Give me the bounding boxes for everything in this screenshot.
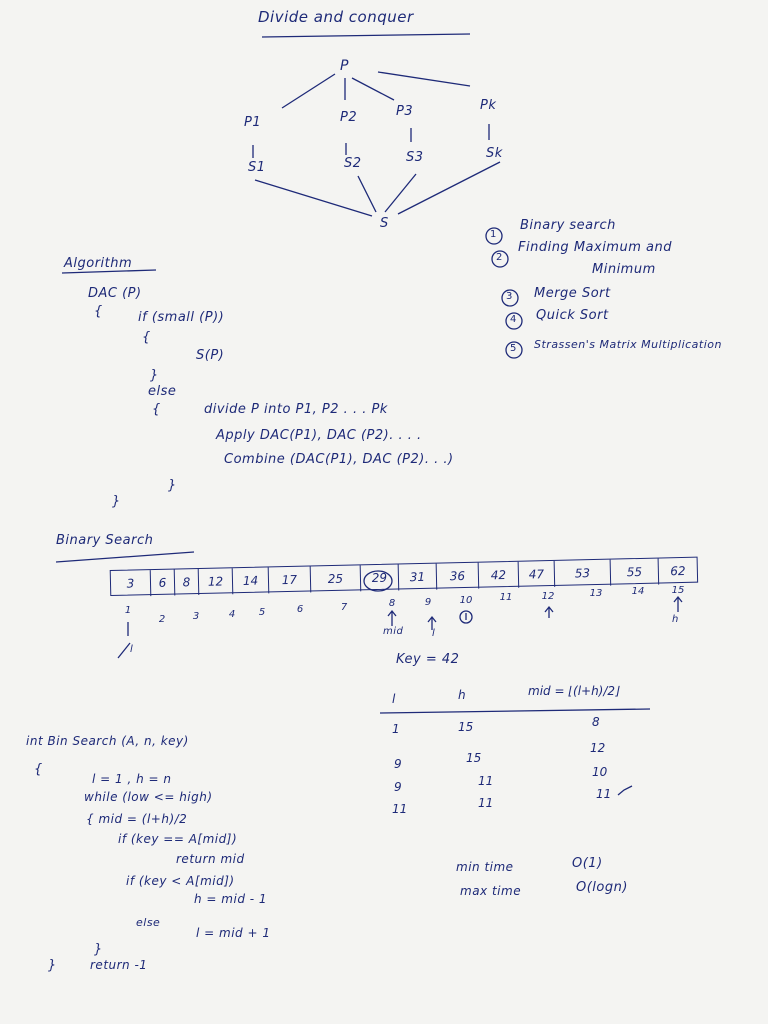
table-header-mid: mid = ⌊(l+h)/2⌋ (528, 684, 620, 698)
code-line-7: return mid (176, 852, 245, 866)
array-index: 10 (459, 595, 473, 606)
code-line-6: if (key == A[mid]) (118, 832, 238, 846)
algo-line-10: Apply DAC(P1), DAC (P2). . . . (216, 428, 422, 443)
algo-line-3: if (small (P)) (138, 310, 225, 325)
array-cell: 53 (555, 560, 612, 587)
algo-line-5: S(P) (196, 348, 225, 363)
pointer-l: l (130, 644, 134, 655)
tree-sol-2: S2 (344, 156, 362, 171)
code-line-4: while (low <= high) (84, 790, 213, 804)
app-item-4: Quick Sort (536, 308, 609, 323)
algo-line-4: { (142, 330, 151, 345)
array-index: 15 (671, 585, 685, 596)
table-cell: 9 (394, 757, 402, 771)
table-cell: 1 (392, 722, 400, 736)
table-cell: 15 (458, 720, 474, 734)
code-line-12: } (94, 942, 103, 957)
code-line-2: { (34, 762, 43, 777)
array-index: 4 (228, 609, 236, 620)
algo-line-12: } (168, 478, 177, 493)
code-line-3: l = 1 , h = n (92, 772, 172, 786)
code-line-11: l = mid + 1 (196, 926, 271, 940)
algo-line-13: } (112, 494, 121, 509)
array-index: 14 (631, 586, 645, 597)
table-header-l: l (392, 692, 396, 706)
app-num-3: 3 (506, 291, 513, 302)
table-cell: 11 (596, 787, 612, 801)
pointer-mid: mid (383, 626, 404, 637)
code-line-9: h = mid - 1 (194, 892, 268, 906)
app-num-4: 4 (510, 314, 517, 325)
array-index: 1 (124, 605, 132, 616)
pointer-h: h (672, 614, 679, 625)
table-cell: 11 (478, 774, 494, 788)
array-index: 2 (158, 614, 166, 625)
page-title: Divide and conquer (258, 8, 414, 26)
tree-root: P (340, 58, 349, 74)
array-index: 3 (192, 611, 200, 622)
binary-search-heading: Binary Search (56, 533, 154, 548)
max-time-value: O(logn) (576, 880, 628, 895)
code-line-1: int Bin Search (A, n, key) (26, 734, 189, 748)
array-cell: 42 (479, 562, 520, 589)
array-index: 12 (541, 591, 555, 602)
code-line-5: { mid = (l+h)/2 (86, 812, 188, 826)
table-cell: 10 (592, 765, 608, 779)
app-item-2-cont: Minimum (592, 262, 656, 277)
array-cell: 36 (437, 563, 480, 590)
key-label: Key = 42 (396, 652, 460, 667)
array-cell: 17 (269, 566, 312, 593)
table-cell: 11 (478, 796, 494, 810)
array-index: 9 (424, 597, 432, 608)
array-cell: 25 (311, 565, 362, 592)
algo-line-2: { (94, 304, 103, 319)
min-time-value: O(1) (572, 856, 603, 871)
tree-sub-3: P3 (396, 104, 414, 119)
code-line-10: else (136, 916, 161, 929)
code-line-14: } (48, 958, 57, 973)
min-time-label: min time (456, 860, 514, 874)
array-index: 5 (258, 607, 266, 618)
array-cell: 3 (111, 570, 152, 597)
tree-sub-k: Pk (480, 98, 497, 113)
algorithm-heading: Algorithm (64, 256, 133, 271)
array-cell: 47 (519, 561, 556, 588)
array-cell: 55 (611, 559, 660, 586)
tree-sol-k: Sk (486, 146, 503, 161)
table-cell: 15 (466, 751, 482, 765)
algo-line-9: divide P into P1, P2 . . . Pk (204, 402, 388, 417)
app-item-1: Binary search (520, 218, 616, 233)
algo-line-8: { (152, 402, 161, 417)
array-index: 7 (340, 602, 348, 613)
code-line-13: return -1 (90, 958, 148, 972)
array-cell: 12 (199, 568, 234, 595)
array-cell: 14 (233, 567, 270, 594)
pointer-l-2: l (432, 628, 436, 639)
table-header-h: h (458, 688, 466, 702)
code-line-8: if (key < A[mid]) (126, 874, 235, 888)
array-cell: 6 (151, 570, 176, 597)
algo-line-6: } (150, 368, 159, 383)
table-cell: 12 (590, 741, 606, 755)
table-cell: 9 (394, 780, 402, 794)
array-cell: 8 (175, 569, 200, 596)
app-item-2: Finding Maximum and (518, 240, 672, 255)
app-item-3: Merge Sort (534, 286, 611, 301)
table-cell: 8 (592, 715, 600, 729)
algo-line-11: Combine (DAC(P1), DAC (P2). . .) (224, 452, 454, 467)
array-index: 11 (499, 592, 513, 603)
tree-sol-1: S1 (248, 160, 266, 175)
algo-line-7: else (148, 384, 177, 399)
app-item-5: Strassen's Matrix Multiplication (534, 338, 722, 351)
array-cell: 62 (670, 563, 686, 579)
array-cell: 31 (399, 564, 438, 591)
max-time-label: max time (460, 884, 522, 898)
tree-sub-2: P2 (340, 110, 358, 125)
app-num-2: 2 (496, 252, 503, 263)
app-num-1: 1 (490, 229, 497, 240)
array-index: 13 (589, 588, 603, 599)
array-cell: 29 (361, 564, 400, 591)
table-cell: 11 (392, 802, 408, 816)
array-index: 6 (296, 604, 304, 615)
algo-line-1: DAC (P) (88, 286, 142, 301)
app-num-5: 5 (510, 343, 517, 354)
array-index: 8 (388, 598, 396, 609)
tree-sol-3: S3 (406, 150, 424, 165)
tree-sub-1: P1 (244, 115, 262, 130)
tree-combined: S (380, 216, 389, 231)
